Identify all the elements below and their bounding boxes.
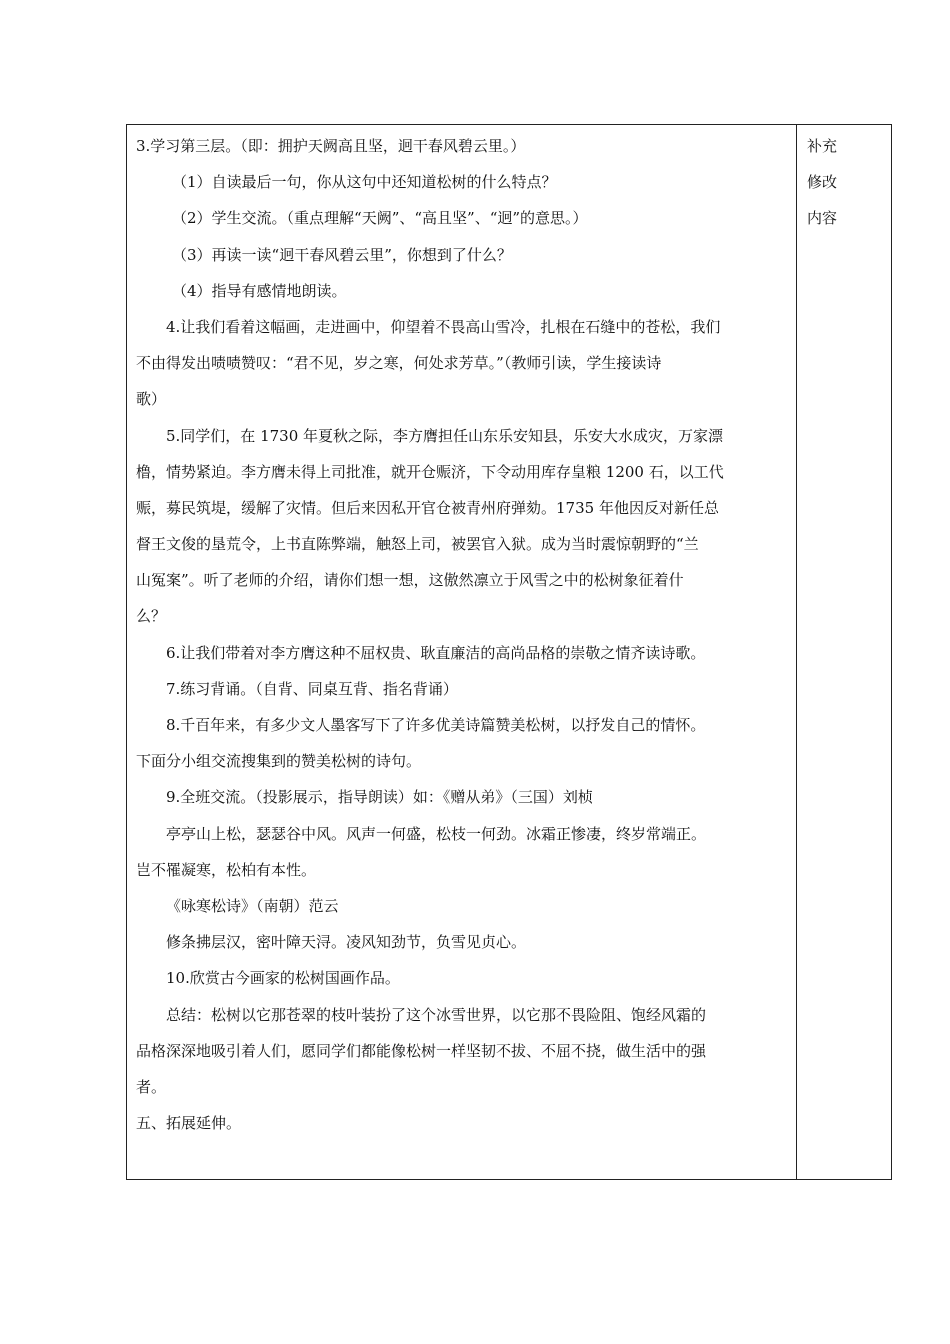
content-line: 歌） [136, 390, 167, 409]
content-line: （4）指导有感情地朗读。 [172, 281, 347, 300]
content-line: 么？ [136, 607, 167, 626]
content-line: 五、拓展延伸。 [136, 1114, 242, 1133]
content-line: 8.千百年来，有多少文人墨客写下了许多优美诗篇赞美松树，以抒发自己的情怀。 [166, 716, 706, 734]
content-line: 7.练习背诵。（自背、同桌互背、指名背诵） [166, 679, 458, 698]
content-line: 《咏寒松诗》（南朝）范云 [166, 896, 339, 915]
content-line: 4.让我们看着这幅画，走进画中，仰望着不畏高山雪冷，扎根在石缝中的苍松，我们 [166, 317, 721, 336]
content-line: 岂不罹凝寒，松柏有本性。 [136, 860, 317, 879]
content-line: 10.欣赏古今画家的松树国画作品。 [166, 969, 400, 988]
content-line: （2）学生交流。（重点理解“天阙”、“高且坚”、“迥”的意思。） [172, 209, 588, 228]
content-line: 者。 [136, 1077, 167, 1096]
content-line: 橹，情势紧迫。李方膺未得上司批准，就开仓赈济，下令动用库存皇粮 1200 石，以工代 [136, 462, 724, 481]
content-line: 总结：松树以它那苍翠的枝叶装扮了这个冰雪世界，以它那不畏险阻、饱经风霜的 [166, 1005, 707, 1024]
content-line: 不由得发出啧啧赞叹：“君不见，岁之寒，何处求芳草。”（教师引读，学生接读诗 [136, 354, 662, 373]
content-line: 修条拂层汉，密叶障天浔。凌风知劲节，负雪见贞心。 [166, 933, 527, 952]
content-line: 5.同学们，在 1730 年夏秋之际，李方膺担任山东乐安知县，乐安大水成灾，万家漂 [166, 426, 724, 445]
content-line: 山冤案”。听了老师的介绍，请你们想一想，这傲然凛立于风雪之中的松树象征着什 [136, 571, 684, 590]
content-line: 3.学习第三层。（即：拥护天阙高且坚，迥干春风碧云里。） [136, 137, 526, 155]
notes-column-cell [797, 125, 891, 1179]
content-line: 亭亭山上松，瑟瑟谷中风。风声一何盛，松枝一何劲。冰霜正惨凄，终岁常端正。 [166, 824, 707, 843]
lesson-plan-table [126, 124, 892, 1180]
content-line: 品格深深地吸引着人们，愿同学们都能像松树一样坚韧不拔、不屈不挠，做生活中的强 [136, 1041, 707, 1060]
notes-label-line: 内容 [807, 209, 838, 227]
content-line: 督王文俊的垦荒令，上书直陈弊端，触怒上司，被罢官入狱。成为当时震惊朝野的“兰 [136, 535, 699, 554]
content-line: 下面分小组交流搜集到的赞美松树的诗句。 [136, 752, 422, 771]
lesson-content-cell [127, 125, 797, 1179]
content-line: （1）自读最后一句，你从这句中还知道松树的什么特点？ [172, 173, 557, 192]
content-line: （3）再读一读“迥干春风碧云里”，你想到了什么？ [172, 245, 512, 264]
content-line: 赈，募民筑堤，缓解了灾情。但后来因私开官仓被青州府弹劾。1735 年他因反对新任总 [136, 498, 719, 517]
notes-label-line: 补充 [807, 137, 838, 155]
content-line: 9.全班交流。（投影展示，指导朗读）如：《赠从弟》（三国）刘桢 [166, 788, 593, 807]
notes-label-line: 修改 [807, 173, 838, 191]
content-line: 6.让我们带着对李方膺这种不屈权贵、耿直廉洁的高尚品格的崇敬之情齐读诗歌。 [166, 643, 706, 662]
